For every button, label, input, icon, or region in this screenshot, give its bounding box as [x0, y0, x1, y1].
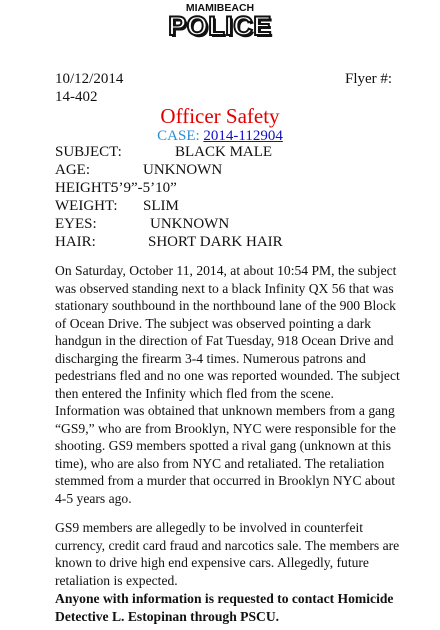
police-logo	[0, 0, 440, 46]
subject-row	[55, 144, 435, 162]
logo-police-text: POLICE	[168, 11, 272, 41]
gang-info-paragraph: Information was obtained that unknown members from a gang “GS9,” who are from Brooklyn, NYC were responsible for the shooting. GS9 members spotted a rival gang (unknown at this time), who are also from NYC and retaliated. The retaliation stemmed from a murder that occurred in Brooklyn NYC about 4-5 years ago.	[55, 403, 396, 506]
eyes-row	[55, 216, 435, 234]
eyes-value: UNKNOWN	[150, 216, 230, 232]
contact-notice: Anyone with information is requested to contact Homicide Detective L. Estopinan through PSCU.	[55, 591, 394, 624]
weight-label: WEIGHT:	[55, 198, 118, 214]
case-number-link[interactable]: 2014-112904	[203, 128, 283, 144]
weight-row	[55, 198, 435, 216]
hair-label: HAIR:	[55, 234, 96, 250]
age-row	[55, 162, 435, 180]
page-title: Officer Safety	[160, 104, 280, 128]
incident-paragraph: On Saturday, October 11, 2014, at about 10:54 PM, the subject was observed standing next to a black Infinity QX 56 that was stationary southbound in the northbound lane of the 900 Block of Ocean Drive. The subject was observed pointing a dark handgun in the direction of Fat Tuesday, 918 Ocean Drive and discharging the firearm 3-4 times. Numerous patrons and pedestrians fled and no one was reported wounded. The subject then entered the Infinity which fled from the scene.	[55, 263, 400, 401]
gang-activity-paragraph: GS9 members are allegedly to be involved in counterfeit currency, credit card fraud and narcotics sale. The members are known to drive high end expensive cars. Allegedly, future retaliation is expected.	[55, 520, 400, 588]
logo-city-text: MIAMIBEACH	[185, 2, 255, 14]
age-label: AGE:	[55, 162, 90, 178]
flyer-number-label: Flyer #:	[345, 71, 393, 87]
case-line	[0, 128, 440, 145]
hair-value: SHORT DARK HAIR	[148, 234, 283, 250]
age-value: UNKNOWN	[143, 162, 223, 178]
weight-value: SLIM	[143, 198, 179, 214]
flyer-date: 10/12/2014	[55, 71, 124, 87]
eyes-label: EYES:	[55, 216, 97, 232]
subject-label: SUBJECT:	[55, 144, 122, 160]
height-value: 5’9”-5’10”	[111, 180, 177, 196]
height-label: HEIGHT:	[55, 180, 115, 196]
hair-row	[55, 234, 435, 252]
height-row	[55, 180, 435, 198]
subject-value: BLACK MALE	[175, 144, 273, 160]
case-label: CASE:	[157, 128, 204, 144]
reference-number: 14-402	[55, 89, 98, 105]
